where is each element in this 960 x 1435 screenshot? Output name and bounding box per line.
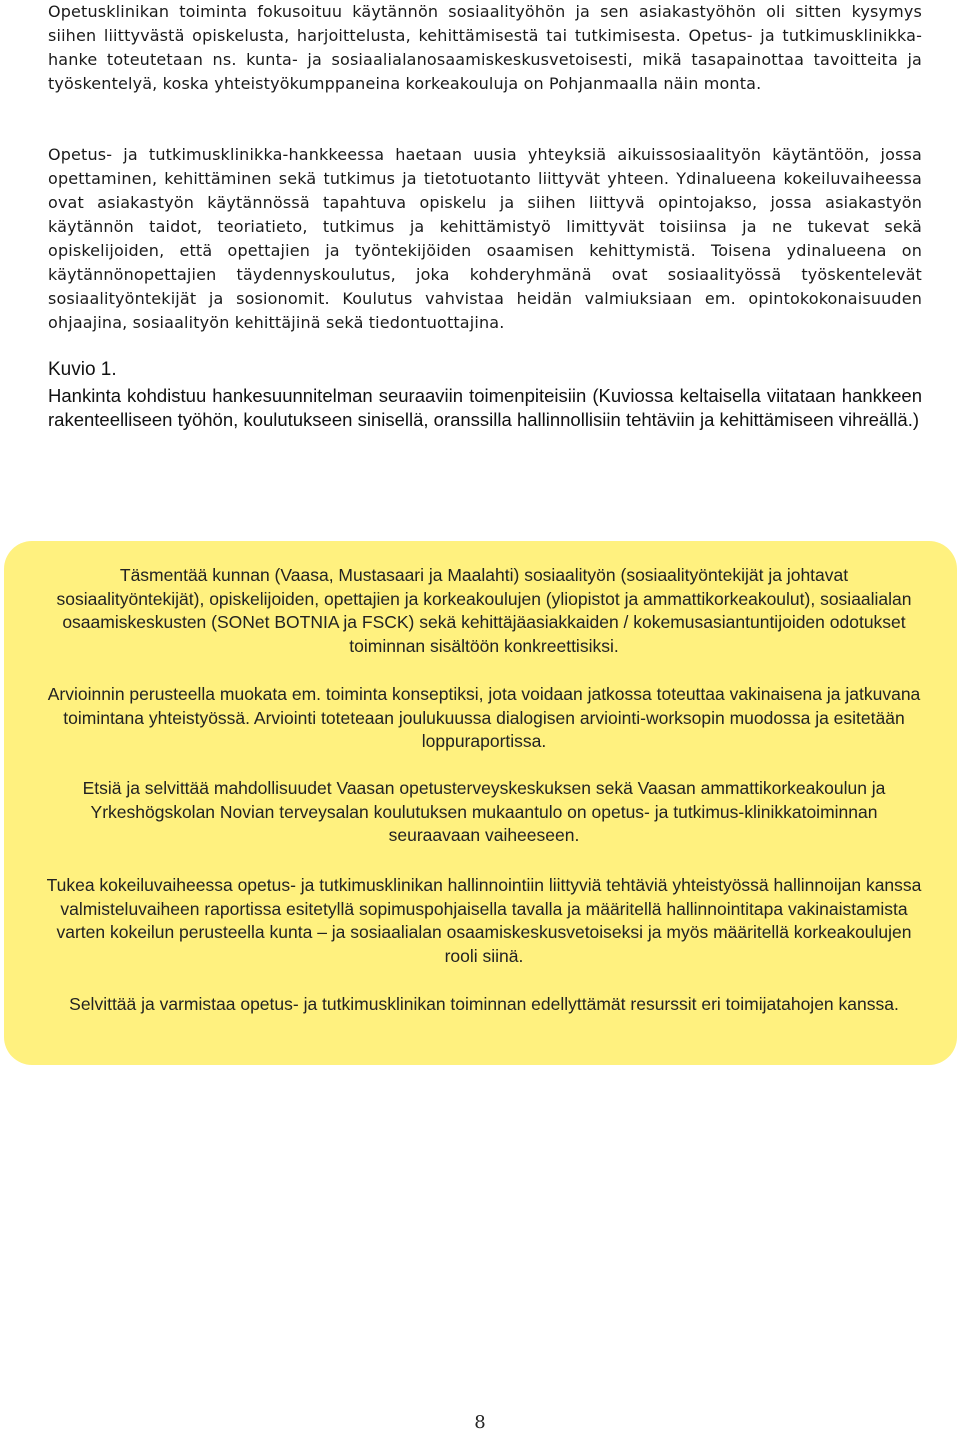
page-number: 8 — [474, 1412, 486, 1433]
figure-item-1: Täsmentää kunnan (Vaasa, Mustasaari ja Maalahti) sosiaalityön (sosiaalityöntekijät ja johtavat sosiaalityöntekijät), opiskelijoiden, opettajien ja korkeakoulujen (yliopistot ja ammattikorkeakoulut), sosiaalialan osaamiskeskusten (SONet BOTNIA ja FSCK) sekä kehittäjäasiakkaiden / kokemusasiantuntijoiden odotukset toiminnan sisältöön konkreettisiksi. — [56, 565, 912, 656]
body-paragraph-1: Opetusklinikan toiminta fokusoituu käytännön sosiaalityöhön ja sen asiakastyöhön oli sitten kysymys siihen liittyvästä opiskelusta, harjoittelusta, kehittämisestä tai tutkimisesta. Opetus- ja tutkimusklinikka-hanke toteutetaan ns. kunta- ja sosiaalialanosaamiskeskusvetoisesti, mikä tasapainottaa tavoitteita ja työskentelyä, koska yhteistyökumppaneina korkeakouluja on Pohjanmaalla näin monta. — [48, 2, 922, 93]
figure-item-4: Tukea kokeiluvaiheessa opetus- ja tutkimusklinikan hallinnointiin liittyviä tehtäviä yhteistyössä hallinnoijan kanssa valmisteluvaiheen raportissa esitetyllä sopimuspohjaisella tavalla ja määritellä hallinnointitapa vakinaistamista varten kokeilun perusteella kunta – ja sosiaalialan osaamiskeskusvetoiseksi ja myös määritellä korkeakoulujen rooli siinä. — [46, 875, 922, 966]
figure-item-5: Selvittää ja varmistaa opetus- ja tutkimusklinikan toiminnan edellyttämät resurssit eri toimijatahojen kanssa. — [69, 994, 899, 1014]
figure-label: Kuvio 1. — [48, 359, 117, 380]
figure-item-3: Etsiä ja selvittää mahdollisuudet Vaasan opetusterveyskeskuksen sekä Vaasan ammattikorkeakoulun ja Yrkeshögskolan Novian terveysalan koulutuksen mukaantulo on opetus- ja tutkimus-klinikkatoiminnan seuraavaan vaiheeseen. — [82, 778, 886, 845]
figure-item-2: Arvioinnin perusteella muokata em. toiminta konseptiksi, jota voidaan jatkossa toteuttaa vakinaisena ja jatkuvana toimintana yhteistyössä. Arviointi toteteaan joulukuussa dialogisen arviointi-worksopin muodossa ja esitetään loppuraportissa. — [47, 684, 921, 751]
figure-yellow-box — [4, 541, 957, 1065]
body-paragraph-2: Opetus- ja tutkimusklinikka-hankkeessa haetaan uusia yhteyksiä aikuissosiaalityön käytäntöön, jossa opettaminen, kehittäminen sekä tutkimus ja tietotuotanto liittyvät yhteen. Ydinalueena kokeiluvaiheessa ovat asiakastyön käytännössä tapahtuva opiskelu ja siihen liittyvä opintojakso, jossa asiakastyön käytännön taidot, teoriatieto, tutkimus ja kehittämistyö limittyvät toisiinsa ja ne tukevat sekä opiskelijoiden, että opettajien ja työntekijöiden osaamisen kehittymistä. Toisena ydinalueena on käytännönopettajien täydennyskoulutus, joka kohderyhmänä ovat sosiaalityössä työskentelevät sosiaalityöntekijät ja sosionomit. Koulutus vahvistaa heidän valmiuksiaan em. opintokokonaisuuden ohjaajina, sosiaalityön kehittäjinä sekä tiedontuottajina. — [48, 145, 922, 332]
figure-caption: Hankinta kohdistuu hankesuunnitelman seuraaviin toimenpiteisiin (Kuviossa keltaisella viitataan hankkeen rakenteelliseen työhön, koulutukseen sinisellä, oranssilla hallinnollisiin tehtäviin ja kehittämiseen vihreällä.) — [48, 385, 922, 430]
